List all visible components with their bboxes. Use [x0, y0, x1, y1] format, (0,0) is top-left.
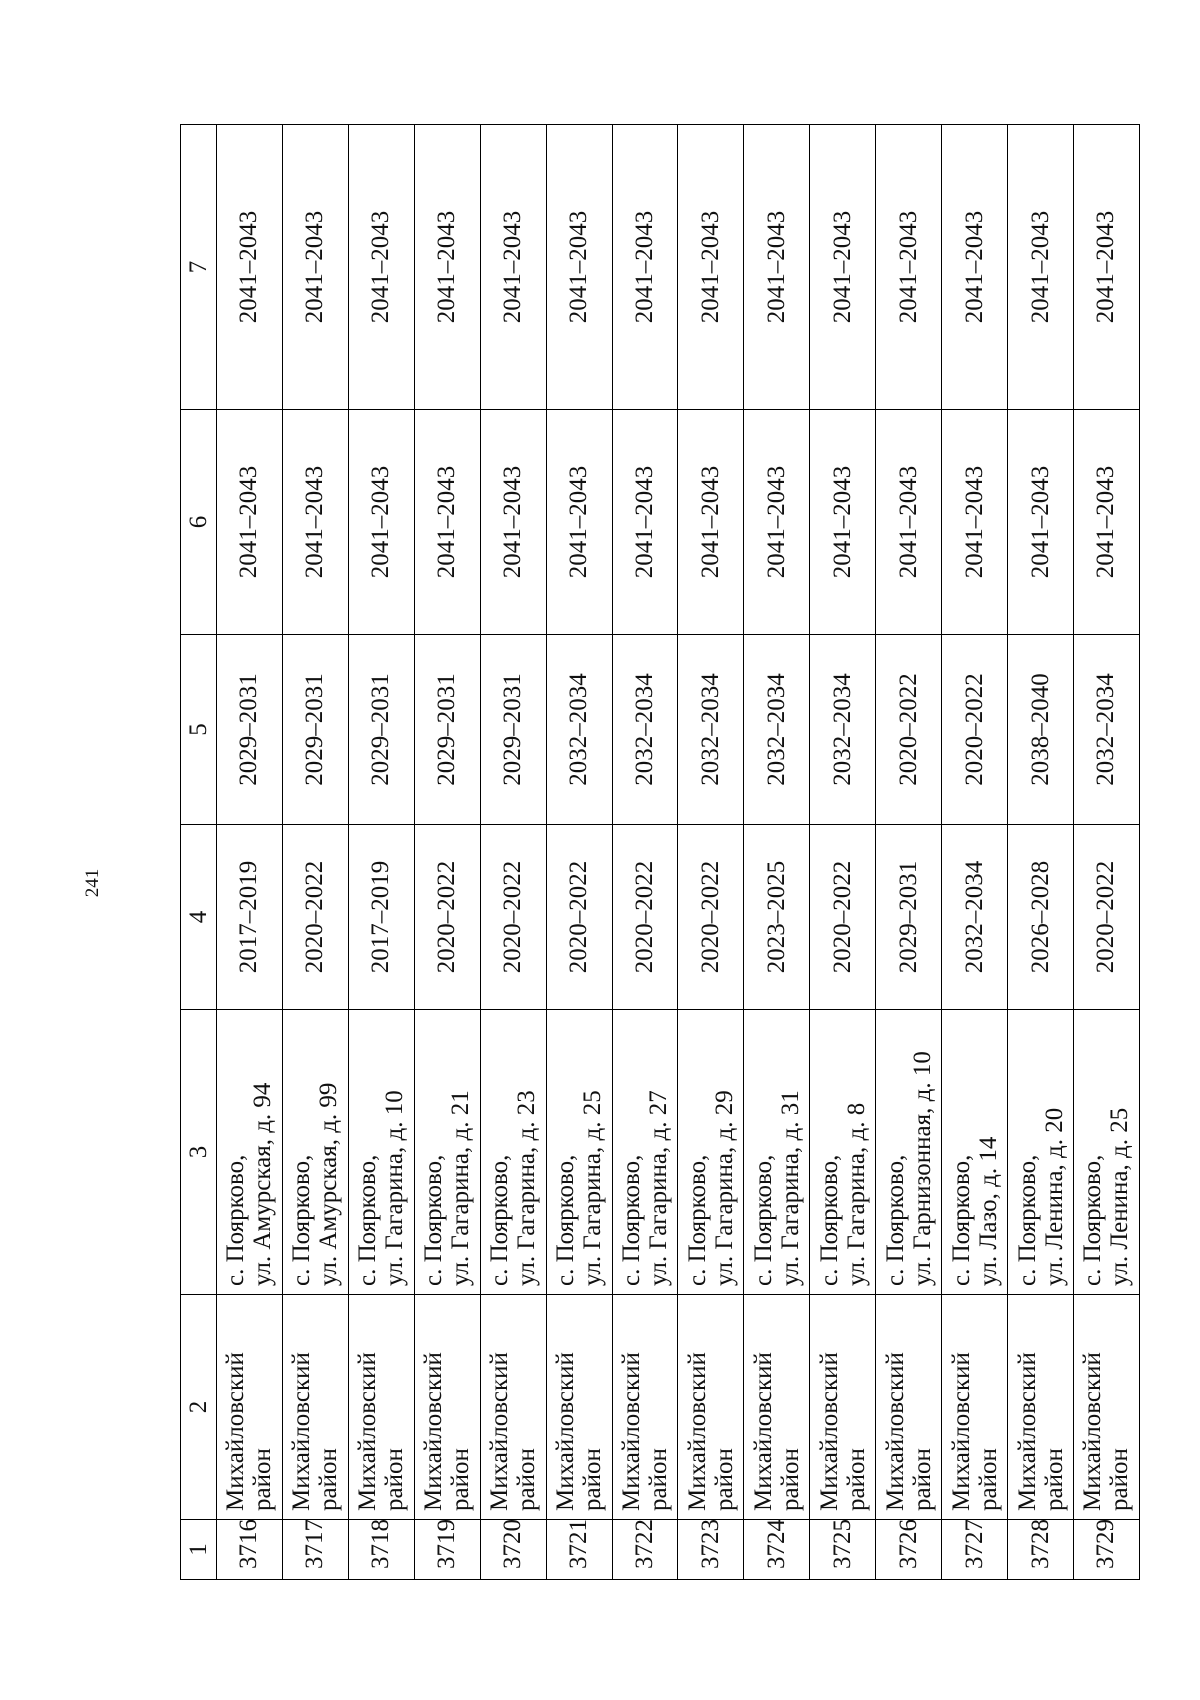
period-cell-6: 2041–2043 — [1008, 410, 1074, 635]
period-cell-5: 2032–2034 — [1073, 635, 1139, 825]
period-cell-4: 2020–2022 — [810, 825, 876, 1010]
column-header: 2 — [181, 1295, 217, 1520]
address-line: ул. Лазо, д. 14 — [974, 1136, 1002, 1286]
period-cell-4: 2023–2025 — [744, 825, 810, 1010]
table-row — [942, 125, 1008, 1580]
district-line: Михайловский — [683, 1352, 711, 1511]
address-line: с. Поярково, — [617, 1154, 645, 1286]
address-line: ул. Гагарина, д. 25 — [579, 1090, 607, 1286]
period-cell-5: 2029–2031 — [348, 635, 414, 825]
period-cell-4: 2020–2022 — [414, 825, 480, 1010]
district-line: район — [710, 1448, 738, 1511]
district-cell — [876, 1295, 942, 1520]
column-header: 7 — [181, 125, 217, 410]
row-number: 3725 — [810, 1520, 876, 1580]
district-line: Михайловский — [749, 1352, 777, 1511]
period-cell-7: 2041–2043 — [1073, 125, 1139, 410]
district-cell — [546, 1295, 612, 1520]
address-cell — [480, 1010, 546, 1295]
column-header: 1 — [181, 1520, 217, 1580]
address-line: ул. Ленина, д. 25 — [1106, 1107, 1134, 1286]
district-cell — [678, 1295, 744, 1520]
period-cell-5: 2032–2034 — [612, 635, 678, 825]
period-cell-6: 2041–2043 — [612, 410, 678, 635]
period-cell-4: 2020–2022 — [546, 825, 612, 1010]
row-number: 3724 — [744, 1520, 810, 1580]
column-header: 4 — [181, 825, 217, 1010]
address-cell — [612, 1010, 678, 1295]
district-line: Михайловский — [881, 1352, 909, 1511]
district-cell — [1073, 1295, 1139, 1520]
period-cell-7: 2041–2043 — [546, 125, 612, 410]
district-line: Михайловский — [486, 1352, 514, 1511]
address-line: с. Поярково, — [683, 1154, 711, 1286]
address-cell — [876, 1010, 942, 1295]
period-cell-4: 2017–2019 — [348, 825, 414, 1010]
address-line: с. Поярково, — [881, 1154, 909, 1286]
district-line: район — [381, 1448, 409, 1511]
period-cell-6: 2041–2043 — [744, 410, 810, 635]
address-cell — [1073, 1010, 1139, 1295]
table-row — [282, 125, 348, 1580]
period-cell-4: 2020–2022 — [480, 825, 546, 1010]
address-line: ул. Гагарина, д. 27 — [644, 1090, 672, 1286]
period-cell-7: 2041–2043 — [1008, 125, 1074, 410]
address-line: с. Поярково, — [749, 1154, 777, 1286]
row-number: 3716 — [217, 1520, 283, 1580]
period-cell-6: 2041–2043 — [546, 410, 612, 635]
table-row — [217, 125, 283, 1580]
address-line: с. Поярково, — [552, 1154, 580, 1286]
district-line: Михайловский — [552, 1352, 580, 1511]
address-line: с. Поярково, — [354, 1154, 382, 1286]
period-cell-7: 2041–2043 — [942, 125, 1008, 410]
period-cell-5: 2029–2031 — [414, 635, 480, 825]
period-cell-5: 2029–2031 — [217, 635, 283, 825]
period-cell-4: 2017–2019 — [217, 825, 283, 1010]
period-cell-6: 2041–2043 — [810, 410, 876, 635]
period-cell-6: 2041–2043 — [480, 410, 546, 635]
address-line: ул. Гагарина, д. 10 — [381, 1090, 409, 1286]
row-number: 3718 — [348, 1520, 414, 1580]
table-row — [744, 125, 810, 1580]
district-cell — [810, 1295, 876, 1520]
period-cell-5: 2032–2034 — [810, 635, 876, 825]
period-cell-4: 2026–2028 — [1008, 825, 1074, 1010]
period-cell-6: 2041–2043 — [876, 410, 942, 635]
address-cell — [942, 1010, 1008, 1295]
period-cell-4: 2029–2031 — [876, 825, 942, 1010]
period-cell-5: 2020–2022 — [876, 635, 942, 825]
address-cell — [546, 1010, 612, 1295]
row-number: 3722 — [612, 1520, 678, 1580]
period-cell-4: 2032–2034 — [942, 825, 1008, 1010]
district-line: Михайловский — [420, 1352, 448, 1511]
row-number: 3721 — [546, 1520, 612, 1580]
district-line: Михайловский — [947, 1352, 975, 1511]
district-line: район — [842, 1448, 870, 1511]
period-cell-5: 2020–2022 — [942, 635, 1008, 825]
row-number: 3729 — [1073, 1520, 1139, 1580]
period-cell-6: 2041–2043 — [942, 410, 1008, 635]
district-line: Михайловский — [222, 1352, 250, 1511]
table-row — [876, 125, 942, 1580]
district-cell — [414, 1295, 480, 1520]
address-cell — [744, 1010, 810, 1295]
period-cell-7: 2041–2043 — [480, 125, 546, 410]
address-line: с. Поярково, — [1013, 1154, 1041, 1286]
address-line: ул. Гагарина, д. 23 — [513, 1090, 541, 1286]
table-row — [1073, 125, 1139, 1580]
period-cell-7: 2041–2043 — [217, 125, 283, 410]
table-row — [1008, 125, 1074, 1580]
district-cell — [480, 1295, 546, 1520]
period-cell-4: 2020–2022 — [678, 825, 744, 1010]
row-number: 3726 — [876, 1520, 942, 1580]
address-cell — [217, 1010, 283, 1295]
district-line: район — [1040, 1448, 1068, 1511]
district-line: Михайловский — [1013, 1352, 1041, 1511]
table-row — [678, 125, 744, 1580]
district-line: район — [315, 1448, 343, 1511]
row-number: 3728 — [1008, 1520, 1074, 1580]
period-cell-7: 2041–2043 — [876, 125, 942, 410]
address-line: ул. Ленина, д. 20 — [1040, 1107, 1068, 1286]
address-line: ул. Гагарина, д. 8 — [842, 1102, 870, 1286]
address-line: ул. Гагарина, д. 31 — [776, 1090, 804, 1286]
page-number: 241 — [82, 868, 103, 898]
period-cell-4: 2020–2022 — [1073, 825, 1139, 1010]
period-cell-5: 2032–2034 — [744, 635, 810, 825]
address-cell — [678, 1010, 744, 1295]
district-line: район — [447, 1448, 475, 1511]
row-number: 3727 — [942, 1520, 1008, 1580]
district-line: район — [974, 1448, 1002, 1511]
period-cell-4: 2020–2022 — [612, 825, 678, 1010]
address-line: с. Поярково, — [815, 1154, 843, 1286]
district-cell — [282, 1295, 348, 1520]
row-number: 3719 — [414, 1520, 480, 1580]
address-line: ул. Гагарина, д. 21 — [447, 1090, 475, 1286]
address-line: с. Поярково, — [222, 1154, 250, 1286]
row-number: 3723 — [678, 1520, 744, 1580]
period-cell-7: 2041–2043 — [744, 125, 810, 410]
period-cell-6: 2041–2043 — [348, 410, 414, 635]
district-cell — [942, 1295, 1008, 1520]
district-line: район — [513, 1448, 541, 1511]
period-cell-7: 2041–2043 — [348, 125, 414, 410]
period-cell-5: 2032–2034 — [546, 635, 612, 825]
district-line: район — [579, 1448, 607, 1511]
district-line: Михайловский — [288, 1352, 316, 1511]
period-cell-6: 2041–2043 — [414, 410, 480, 635]
table-row — [810, 125, 876, 1580]
address-line: с. Поярково, — [420, 1154, 448, 1286]
address-cell — [282, 1010, 348, 1295]
row-number: 3717 — [282, 1520, 348, 1580]
period-cell-7: 2041–2043 — [612, 125, 678, 410]
address-line: ул. Гагарина, д. 29 — [710, 1090, 738, 1286]
period-cell-6: 2041–2043 — [282, 410, 348, 635]
district-cell — [744, 1295, 810, 1520]
table-row — [348, 125, 414, 1580]
district-line: район — [249, 1448, 277, 1511]
table-body — [217, 125, 1140, 1580]
district-line: Михайловский — [617, 1352, 645, 1511]
district-cell — [348, 1295, 414, 1520]
column-header: 6 — [181, 410, 217, 635]
address-line: ул. Амурская, д. 94 — [249, 1082, 277, 1286]
address-line: с. Поярково, — [486, 1154, 514, 1286]
address-line: с. Поярково, — [1079, 1154, 1107, 1286]
district-cell — [612, 1295, 678, 1520]
address-cell — [414, 1010, 480, 1295]
address-line: с. Поярково, — [947, 1154, 975, 1286]
table-row — [546, 125, 612, 1580]
address-line: с. Поярково, — [288, 1154, 316, 1286]
rotated-table-container — [180, 125, 1140, 1580]
schedule-table — [180, 124, 1140, 1580]
period-cell-7: 2041–2043 — [810, 125, 876, 410]
period-cell-7: 2041–2043 — [678, 125, 744, 410]
address-line: ул. Амурская, д. 99 — [315, 1082, 343, 1286]
district-line: Михайловский — [815, 1352, 843, 1511]
district-line: Михайловский — [1079, 1352, 1107, 1511]
table-row — [480, 125, 546, 1580]
period-cell-6: 2041–2043 — [217, 410, 283, 635]
column-header: 3 — [181, 1010, 217, 1295]
period-cell-5: 2029–2031 — [480, 635, 546, 825]
address-cell — [810, 1010, 876, 1295]
header-row — [181, 125, 217, 1580]
period-cell-6: 2041–2043 — [678, 410, 744, 635]
table-row — [414, 125, 480, 1580]
district-line: район — [776, 1448, 804, 1511]
district-cell — [1008, 1295, 1074, 1520]
period-cell-7: 2041–2043 — [282, 125, 348, 410]
row-number: 3720 — [480, 1520, 546, 1580]
period-cell-6: 2041–2043 — [1073, 410, 1139, 635]
district-line: район — [908, 1448, 936, 1511]
period-cell-4: 2020–2022 — [282, 825, 348, 1010]
district-line: район — [1106, 1448, 1134, 1511]
period-cell-5: 2032–2034 — [678, 635, 744, 825]
period-cell-5: 2029–2031 — [282, 635, 348, 825]
column-header: 5 — [181, 635, 217, 825]
table-row — [612, 125, 678, 1580]
district-cell — [217, 1295, 283, 1520]
address-cell — [348, 1010, 414, 1295]
period-cell-5: 2038–2040 — [1008, 635, 1074, 825]
district-line: Михайловский — [354, 1352, 382, 1511]
period-cell-7: 2041–2043 — [414, 125, 480, 410]
district-line: район — [644, 1448, 672, 1511]
address-line: ул. Гарнизонная, д. 10 — [908, 1051, 936, 1286]
address-cell — [1008, 1010, 1074, 1295]
